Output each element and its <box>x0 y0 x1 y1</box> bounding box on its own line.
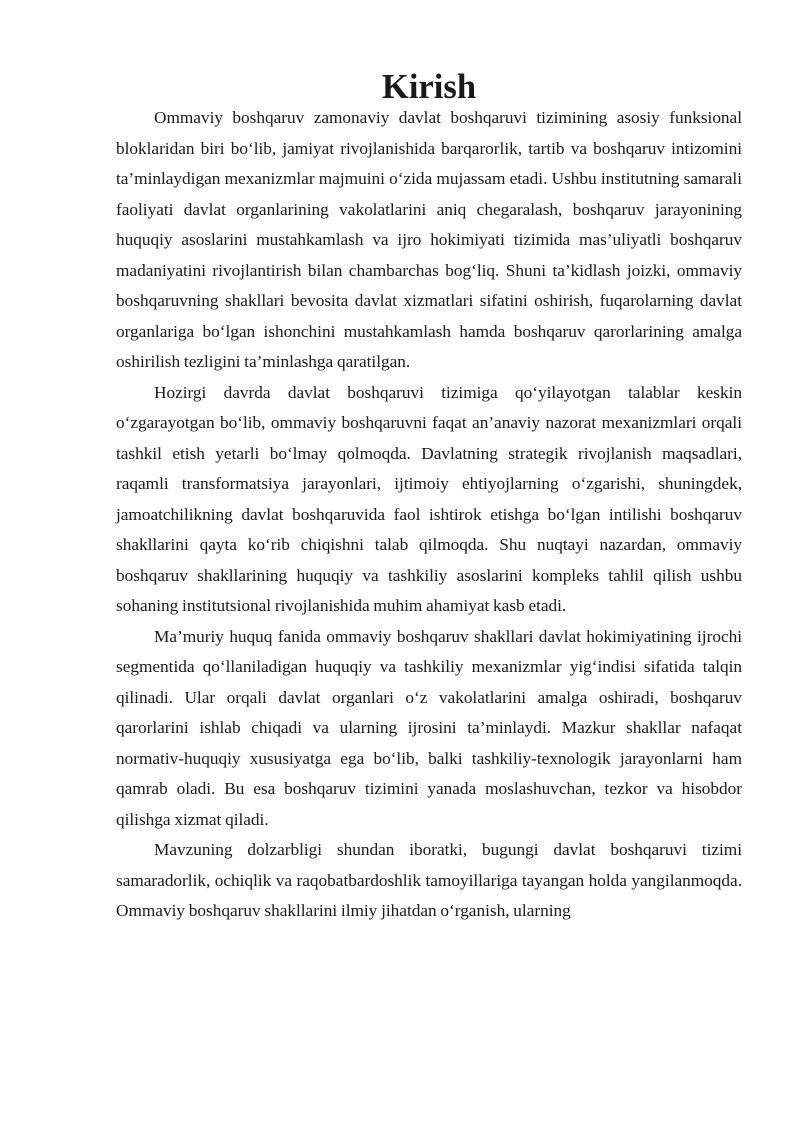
paragraph-4: Mavzuning dolzarbligi shundan iboratki, bugungi davlat boshqaruvi tizimi samaradorlik, ochiqlik va raqobatbardoshlik tamoyillariga tayangan holda yangilanmoqda. Ommaviy boshqaruv shakllarini ilmiy jihatdan o‘rganish, ularning <box>116 840 742 920</box>
paragraph-1: Ommaviy boshqaruv zamonaviy davlat boshqaruvi tizimining asosiy funksional bloklaridan biri bo‘lib, jamiyat rivojlanishida barqarorlik, tartib va boshqaruv intizomini ta’minlaydigan mexanizmlar majmuini o‘zida mujassam etadi. Ushbu institutning samarali faoliyati davlat organlarining vakolatlarini aniq chegaralash, boshqaruv jarayonining huquqiy asoslarini mustahkamlash va ijro hokimiyati tizimida mas’uliyatli boshqaruv madaniyatini rivojlantirish bilan chambarchas bog‘liq. Shuni ta’kidlash joizki, ommaviy boshqaruvning shakllari bevosita davlat xizmatlari sifatini oshirish, fuqarolarning davlat organlariga bo‘lgan ishonchini mustahkamlash hamda boshqaruv qarorlarining amalga oshirilish tezligini ta’minlashga qaratilgan. <box>116 108 742 371</box>
paragraph-3: Ma’muriy huquq fanida ommaviy boshqaruv shakllari davlat hokimiyatining ijrochi segmentida qo‘llaniladigan huquqiy va tashkiliy mexanizmlar yig‘indisi sifatida talqin qilinadi. Ular orqali davlat organlari o‘z vakolatlarini amalga oshiradi, boshqaruv qarorlarini ishlab chiqadi va ularning ijrosini ta’minlaydi. Mazkur shakllar nafaqat normativ-huquqiy xususiyatga ega bo‘lib, balki tashkiliy-texnologik jarayonlarni ham qamrab oladi. Bu esa boshqaruv tizimini yanada moslashuvchan, tezkor va hisobdor qilishga xizmat qiladi. <box>116 626 742 829</box>
page-title: Kirish <box>381 68 477 106</box>
document-page <box>116 68 742 927</box>
paragraph-2: Hozirgi davrda davlat boshqaruvi tizimiga qo‘yilayotgan talablar keskin o‘zgarayotgan bo‘lib, ommaviy boshqaruvni faqat an’anaviy nazorat mexanizmlari orqali tashkil etish yetarli bo‘lmay qolmoqda. Davlatning strategik rivojlanish maqsadlari, raqamli transformatsiya jarayonlari, ijtimoiy ehtiyojlarning o‘zgarishi, shuningdek, jamoatchilikning davlat boshqaruvida faol ishtirok etishga bo‘lgan intilishi boshqaruv shakllarini qayta ko‘rib chiqishni talab qilmoqda. Shu nuqtayi nazardan, ommaviy boshqaruv shakllarining huquqiy va tashkiliy asoslarini kompleks tahlil qilish ushbu sohaning institutsional rivojlanishida muhim ahamiyat kasb etadi. <box>116 382 742 615</box>
